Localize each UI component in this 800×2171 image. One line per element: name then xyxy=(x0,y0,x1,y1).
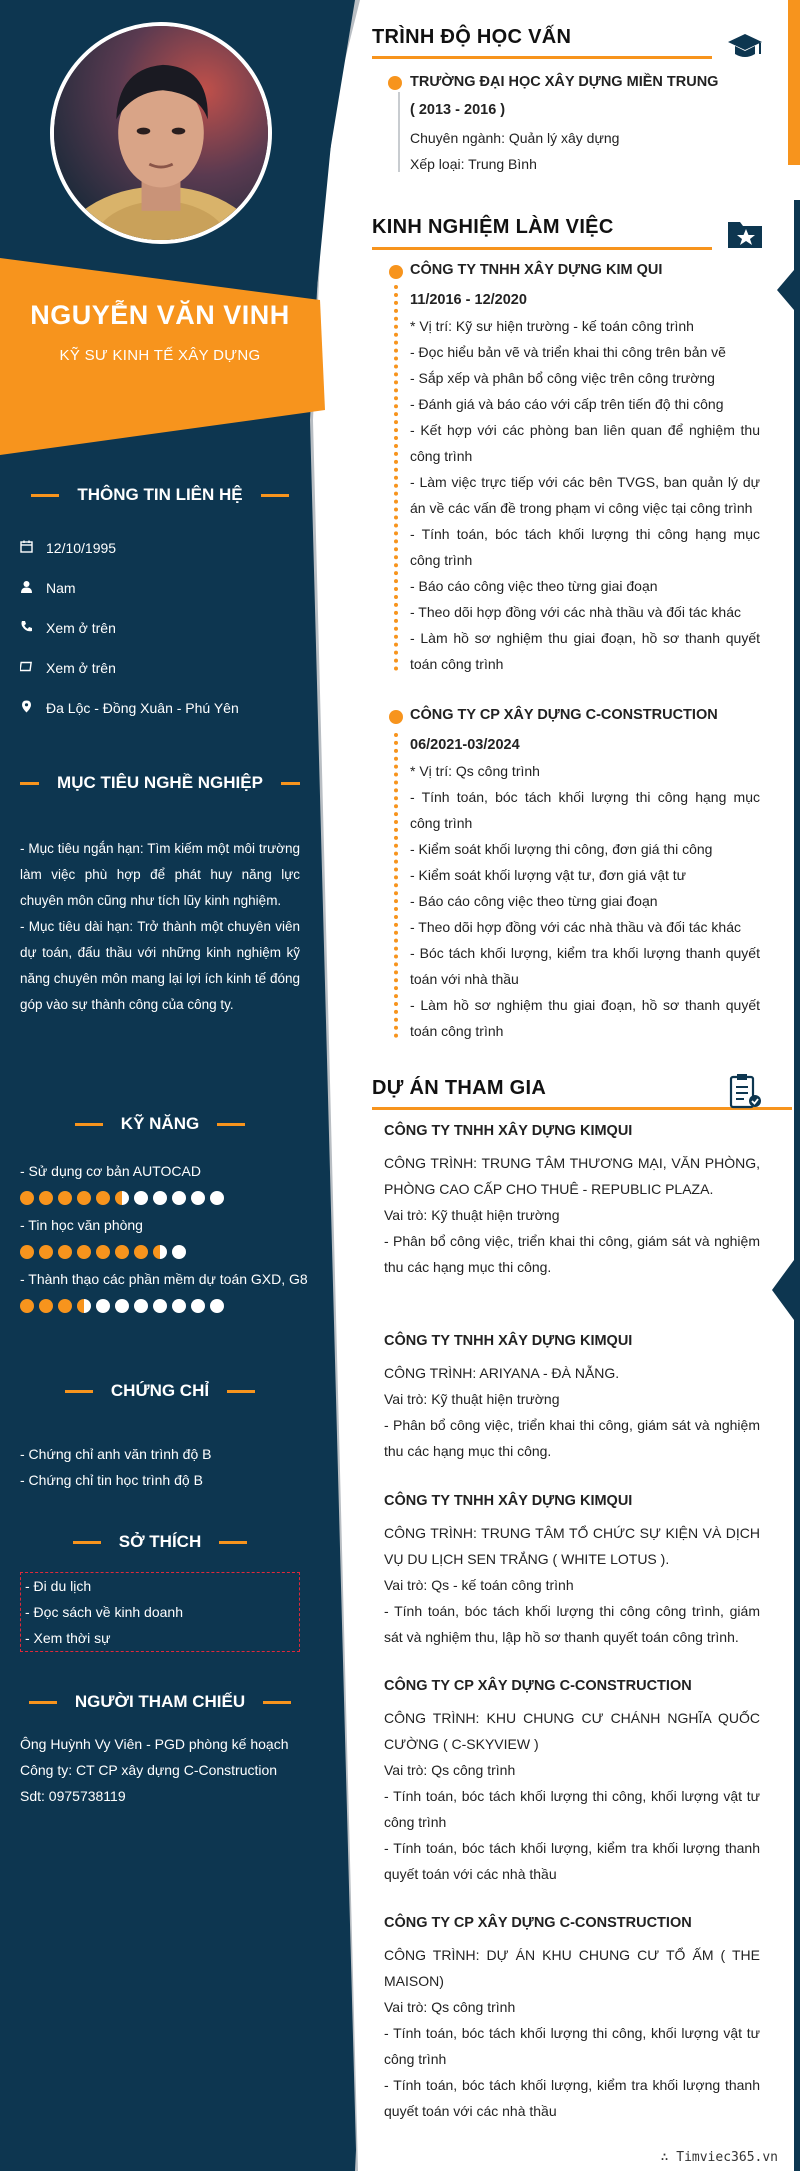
rating-dot xyxy=(39,1191,53,1205)
certificates-list xyxy=(20,1441,300,1493)
location-icon xyxy=(20,700,46,716)
folder-star-icon xyxy=(726,214,764,252)
skill-item: - Thành thạo các phần mềm dự toán GXD, G8 xyxy=(20,1271,310,1313)
rating-dot xyxy=(210,1191,224,1205)
clipboard-icon xyxy=(726,1072,764,1110)
education-rank: Xếp loại: Trung Bình xyxy=(410,156,537,172)
graduation-cap-icon xyxy=(726,28,764,66)
rating-dot xyxy=(134,1299,148,1313)
skill-item: - Tin học văn phòng xyxy=(20,1217,310,1259)
rating-dot xyxy=(77,1299,91,1313)
project-company: CÔNG TY TNHH XÂY DỰNG KIMQUI xyxy=(384,1333,633,1349)
timeline-dot xyxy=(389,265,403,279)
experience-heading: KINH NGHIỆM LÀM VIỆC xyxy=(372,216,614,238)
rating-dot xyxy=(134,1191,148,1205)
contact-item-birthday: 12/10/1995 xyxy=(20,528,300,568)
reference-heading: NGƯỜI THAM CHIẾU xyxy=(20,1692,300,1712)
education-major: Chuyên ngành: Quản lý xây dựng xyxy=(410,130,620,146)
education-heading: TRÌNH ĐỘ HỌC VẤN xyxy=(372,26,572,48)
job-company: CÔNG TY CP XÂY DỰNG C-CONSTRUCTION xyxy=(410,707,718,723)
list-item: - Chứng chỉ anh văn trình độ B xyxy=(20,1446,212,1462)
education-entry xyxy=(410,69,760,177)
skill-item: - Sử dụng cơ bản AUTOCAD xyxy=(20,1163,310,1205)
skills-heading: KỸ NĂNG xyxy=(20,1114,300,1134)
objective-text: - Mục tiêu ngắn hạn: Tìm kiếm một môi trường làm việc phù hợp để phát huy năng lực chuyên môn cũng như tích lũy kinh nghiệm. - Mục tiêu dài hạn: Trở thành một chuyên viên dự toán, đấu thầu với những kinh nghiệm kỹ năng chuyên môn mang lại lợi ích kinh tế đóng góp vào sự thành công của công ty. xyxy=(20,841,300,1012)
project-company: CÔNG TY TNHH XÂY DỰNG KIMQUI xyxy=(384,1123,633,1139)
job-entry: CÔNG TY CP XÂY DỰNG C-CONSTRUCTION 06/2021-03/2024 * Vị trí: Qs công trình - Tính toán, bóc tách khối lượng thi công hạng mục công trình - Kiểm soát khối lượng thi công, đơn giá thi công - Kiểm soát khối lượng vật tư, đơn giá vật tư - Báo cáo công việc theo từng giai đoạn - Theo dõi hợp đồng với các nhà thầu và đối tác khác - Bóc tách khối lượng, kiểm tra khối lượng thanh quyết toán với nhà thầu - Làm hồ sơ nghiệm thu giai đoạn, hồ sơ thanh quyết toán công trình xyxy=(410,702,760,1044)
timeline-dot xyxy=(389,710,403,724)
list-item: - Xem thời sự xyxy=(25,1630,111,1646)
experience-timeline xyxy=(394,285,398,671)
rating-dot xyxy=(115,1299,129,1313)
certificates-heading: CHỨNG CHỈ xyxy=(20,1381,300,1401)
job-entry: CÔNG TY TNHH XÂY DỰNG KIM QUI 11/2016 - 12/2020 * Vị trí: Kỹ sư hiện trường - kế toán công trình - Đọc hiểu bản vẽ và triển khai thi công trên bản vẽ - Sắp xếp và phân bổ công việc trên công trường - Đánh giá và báo cáo với cấp trên tiến độ thi công - Kết hợp với các phòng ban liên quan để nghiệm thu công trình - Làm việc trực tiếp với các bên TVGS, ban quản lý dự án về các vấn đề trong phạm vi công việc tại công trình - Tính toán, bóc tách khối lượng thi công hạng mục công trình - Báo cáo công việc theo từng giai đoạn - Theo dõi hợp đồng với các nhà thầu và đối tác khác - Làm hồ sơ nghiệm thu giai đoạn, hồ sơ thanh quyết toán công trình xyxy=(410,257,760,677)
rating-dot xyxy=(115,1245,129,1259)
rating-dot xyxy=(77,1191,91,1205)
watermark: ∴ Timviec365.vn xyxy=(660,2150,778,2165)
job-period: 11/2016 - 12/2020 xyxy=(410,292,527,308)
rating-dot xyxy=(153,1245,167,1259)
list-item: - Chứng chỉ tin học trình độ B xyxy=(20,1472,203,1488)
hobbies-heading: SỞ THÍCH xyxy=(20,1532,300,1552)
project-company: CÔNG TY TNHH XÂY DỰNG KIMQUI xyxy=(384,1493,633,1509)
rating-dot xyxy=(20,1299,34,1313)
user-icon xyxy=(20,580,46,596)
job-period: 06/2021-03/2024 xyxy=(410,737,520,753)
rating-dot xyxy=(58,1245,72,1259)
rating-dot xyxy=(58,1191,72,1205)
skill-rating xyxy=(20,1245,310,1259)
candidate-name: NGUYỄN VĂN VINH xyxy=(30,300,290,330)
timeline-dot xyxy=(388,76,402,90)
contact-item-email: Xem ở trên xyxy=(20,648,300,688)
project-company: CÔNG TY CP XÂY DỰNG C-CONSTRUCTION xyxy=(384,1678,692,1694)
candidate-title: KỸ SƯ KINH TẾ XÂY DỰNG xyxy=(59,347,261,364)
rating-dot xyxy=(96,1299,110,1313)
project-entry: CÔNG TY TNHH XÂY DỰNG KIMQUI CÔNG TRÌNH: TRUNG TÂM TỔ CHỨC SỰ KIỆN VÀ DỊCH VỤ DU LỊCH SEN TRẮNG ( WHITE LOTUS ). Vai trò: Qs - kế toán công trình - Tính toán, bóc tách khối lượng thi công công trình, giám sát và nghiệm thu, lập hồ sơ thanh quyết toán công trình. xyxy=(384,1488,760,1650)
rating-dot xyxy=(39,1245,53,1259)
sidebar xyxy=(0,0,360,2171)
education-underline xyxy=(372,56,712,59)
contact-heading: THÔNG TIN LIÊN HỆ xyxy=(20,485,300,505)
project-entry: CÔNG TY CP XÂY DỰNG C-CONSTRUCTION CÔNG TRÌNH: DỰ ÁN KHU CHUNG CƯ TỔ ẤM ( THE MAISON) Vai trò: Qs công trình - Tính toán, bóc tách khối lượng thi công, khối lượng vật tư công trình - Tính toán, bóc tách khối lượng, kiểm tra khối lượng thanh quyết toán với các nhà thầu xyxy=(384,1910,760,2124)
reference-list: Ông Huỳnh Vy Viên - PGD phòng kế hoạch Công ty: CT CP xây dựng C-Construction Sdt: 0975738119 xyxy=(20,1736,289,1804)
rating-dot xyxy=(172,1191,186,1205)
project-company: CÔNG TY CP XÂY DỰNG C-CONSTRUCTION xyxy=(384,1915,692,1931)
rating-dot xyxy=(96,1245,110,1259)
hobbies-list xyxy=(20,1572,300,1652)
contact-list xyxy=(20,528,300,728)
experience-timeline xyxy=(394,733,398,1038)
rating-dot xyxy=(210,1299,224,1313)
project-entry: CÔNG TY TNHH XÂY DỰNG KIMQUI CÔNG TRÌNH: ARIYANA - ĐÀ NẴNG. Vai trò: Kỹ thuật hiện trường - Phân bổ công việc, triển khai thi công, giám sát và nghiệm thu các hạng mục thi công. xyxy=(384,1328,760,1464)
education-years: ( 2013 - 2016 ) xyxy=(410,102,506,118)
rating-dot xyxy=(134,1245,148,1259)
rating-dot xyxy=(191,1191,205,1205)
list-item: - Đọc sách về kinh doanh xyxy=(25,1604,183,1620)
skill-rating xyxy=(20,1191,310,1205)
rating-dot xyxy=(20,1191,34,1205)
phone-icon xyxy=(20,620,46,636)
contact-item-gender: Nam xyxy=(20,568,300,608)
avatar xyxy=(50,22,272,244)
experience-underline xyxy=(372,247,712,250)
calendar-icon xyxy=(20,540,46,556)
projects-heading: DỰ ÁN THAM GIA xyxy=(372,1077,547,1099)
contact-item-phone: Xem ở trên xyxy=(20,608,300,648)
rating-dot xyxy=(191,1299,205,1313)
skill-rating xyxy=(20,1299,310,1313)
rating-dot xyxy=(172,1299,186,1313)
rating-dot xyxy=(115,1191,129,1205)
right-decoration xyxy=(770,0,800,2171)
objective-heading: MỤC TIÊU NGHỀ NGHIỆP xyxy=(20,773,300,793)
contact-item-address: Đa Lộc - Đồng Xuân - Phú Yên xyxy=(20,688,300,728)
school-name: TRƯỜNG ĐẠI HỌC XÂY DỰNG MIỀN TRUNG xyxy=(410,74,719,90)
name-block xyxy=(0,300,320,364)
email-icon xyxy=(20,660,46,676)
job-company: CÔNG TY TNHH XÂY DỰNG KIM QUI xyxy=(410,262,663,278)
rating-dot xyxy=(77,1245,91,1259)
rating-dot xyxy=(58,1299,72,1313)
rating-dot xyxy=(172,1245,186,1259)
project-entry: CÔNG TY TNHH XÂY DỰNG KIMQUI CÔNG TRÌNH: TRUNG TÂM THƯƠNG MẠI, VĂN PHÒNG, PHÒNG CAO CẤP CHO THUÊ - REPUBLIC PLAZA. Vai trò: Kỹ thuật hiện trường - Phân bổ công việc, triển khai thi công, giám sát và nghiệm thu các hạng mục thi công. xyxy=(384,1118,760,1280)
rating-dot xyxy=(153,1191,167,1205)
rating-dot xyxy=(96,1191,110,1205)
rating-dot xyxy=(153,1299,167,1313)
rating-dot xyxy=(20,1245,34,1259)
rating-dot xyxy=(39,1299,53,1313)
education-timeline xyxy=(398,92,400,172)
list-item: - Đi du lịch xyxy=(25,1578,92,1594)
project-entry: CÔNG TY CP XÂY DỰNG C-CONSTRUCTION CÔNG TRÌNH: KHU CHUNG CƯ CHÁNH NGHĨA QUỐC CƯỜNG ( C-SKYVIEW ) Vai trò: Qs công trình - Tính toán, bóc tách khối lượng thi công, khối lượng vật tư công trình - Tính toán, bóc tách khối lượng, kiểm tra khối lượng thanh quyết toán với các nhà thầu xyxy=(384,1673,760,1887)
